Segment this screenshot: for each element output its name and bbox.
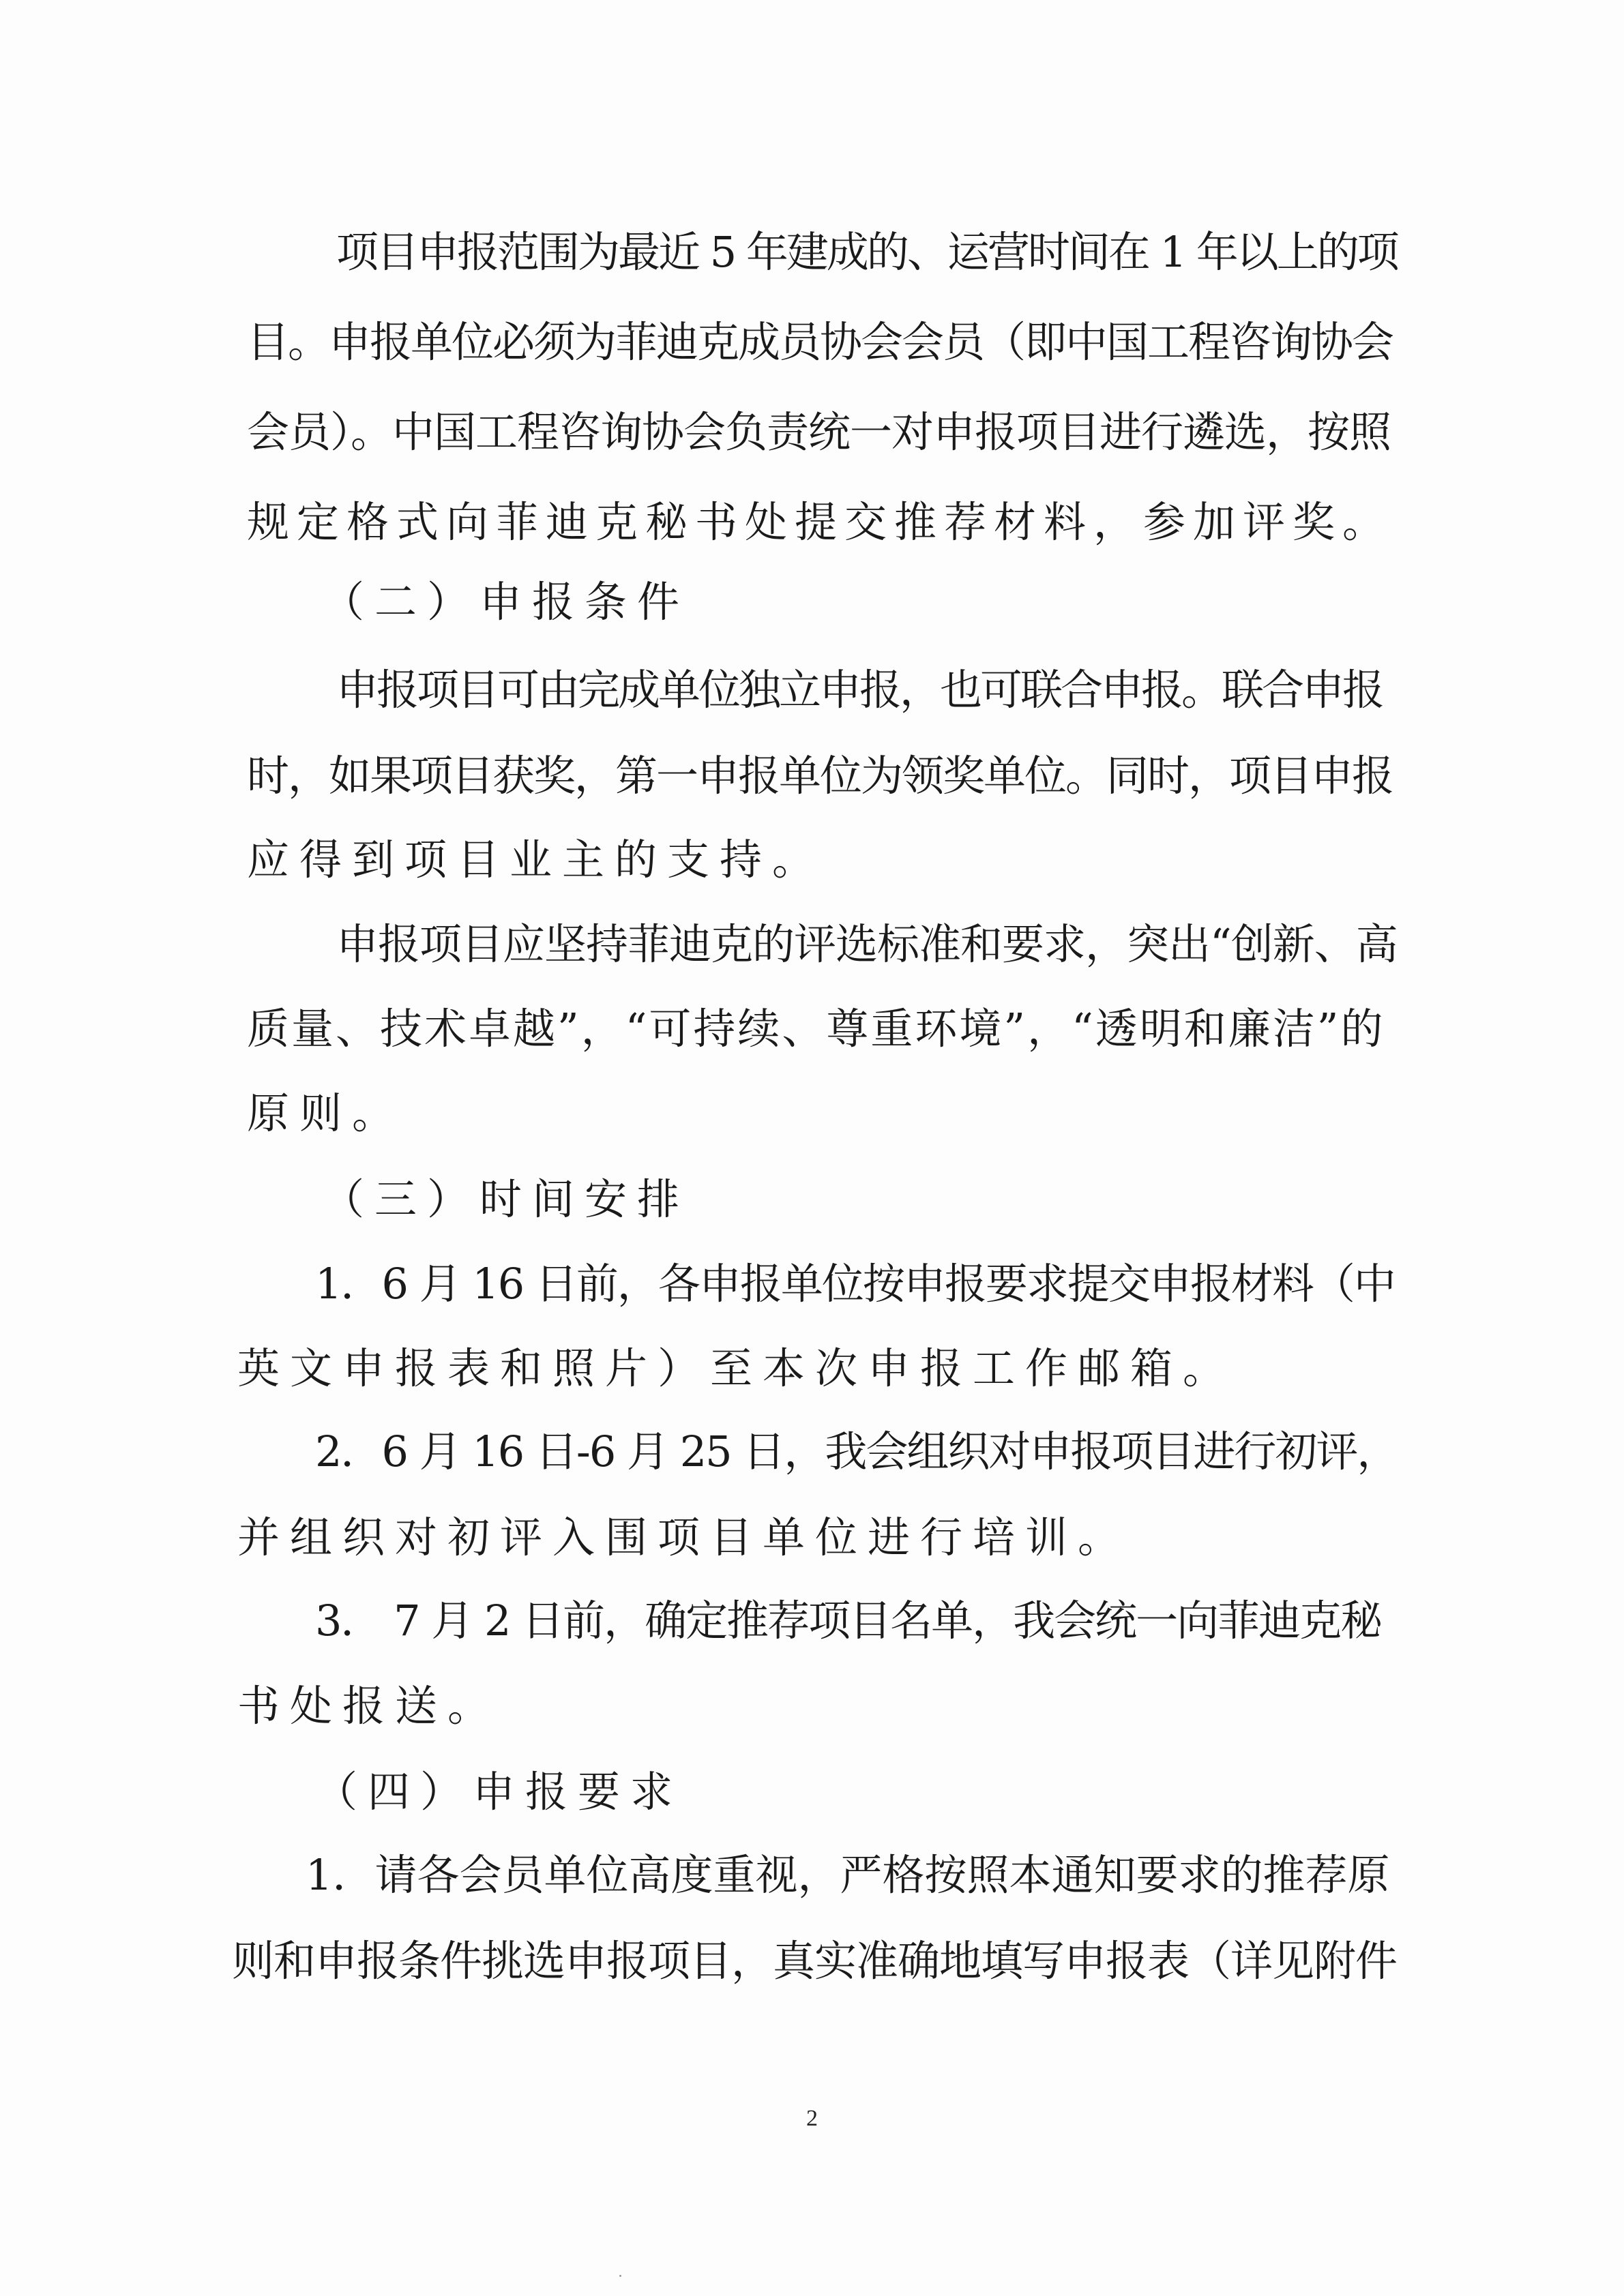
requirements-item-1-line-1: 1．请各会员单位高度重视，严格按照本通知要求的推荐原 — [306, 1850, 1390, 1900]
paragraph-2-line-2: 时，如果项目获奖，第一申报单位为领奖单位。同时，项目申报 — [247, 751, 1393, 801]
schedule-item-3-line-2: 书处报送。 — [237, 1681, 501, 1731]
scan-speck — [619, 2275, 621, 2277]
paragraph-1-line-1: 项目申报范围为最近 5 年建成的、运营时间在 1 年以上的项 — [336, 227, 1398, 277]
paragraph-3-line-3: 原则。 — [247, 1088, 405, 1138]
paragraph-1-line-3: 会员）。中国工程咨询协会负责统一对申报项目进行遴选，按照 — [247, 407, 1391, 457]
section-3-heading: （三）时间安排 — [322, 1174, 690, 1224]
requirements-item-1-line-2: 则和申报条件挑选申报项目，真实准确地填写申报表（详见附件 — [232, 1936, 1398, 1986]
section-2-heading: （二）申报条件 — [322, 577, 690, 627]
paragraph-1-line-2: 目。申报单位必须为菲迪克成员协会会员（即中国工程咨询协会 — [247, 317, 1393, 367]
paragraph-2-line-1: 申报项目可由完成单位独立申报，也可联合申报。联合申报 — [336, 665, 1383, 715]
paragraph-3-line-1: 申报项目应坚持菲迪克的评选标准和要求，突出“创新、高 — [336, 919, 1398, 969]
schedule-item-3-line-1: 3． 7 月 2 日前，确定推荐项目名单，我会统一向菲迪克秘 — [315, 1596, 1382, 1645]
schedule-item-2-line-1: 2．6 月 16 日-6 月 25 日，我会组织对申报项目进行初评， — [315, 1427, 1398, 1476]
page-number: 2 — [806, 2106, 818, 2131]
schedule-item-1-line-2: 英文申报表和照片）至本次申报工作邮箱。 — [237, 1343, 1236, 1393]
schedule-item-1-line-1: 1．6 月 16 日前，各申报单位按申报要求提交申报材料（中 — [315, 1259, 1395, 1309]
section-4-heading: （四）申报要求 — [315, 1767, 683, 1817]
paragraph-1-line-4: 规定格式向菲迪克秘书处提交推荐材料，参加评奖。 — [247, 497, 1393, 547]
paragraph-3-line-2: 质量、技术卓越”，“可持续、尊重环境”，“透明和廉洁”的 — [247, 1004, 1385, 1054]
paragraph-2-line-3: 应得到项目业主的支持。 — [247, 835, 825, 884]
schedule-item-2-line-2: 并组织对初评入围项目单位进行培训。 — [237, 1512, 1131, 1562]
